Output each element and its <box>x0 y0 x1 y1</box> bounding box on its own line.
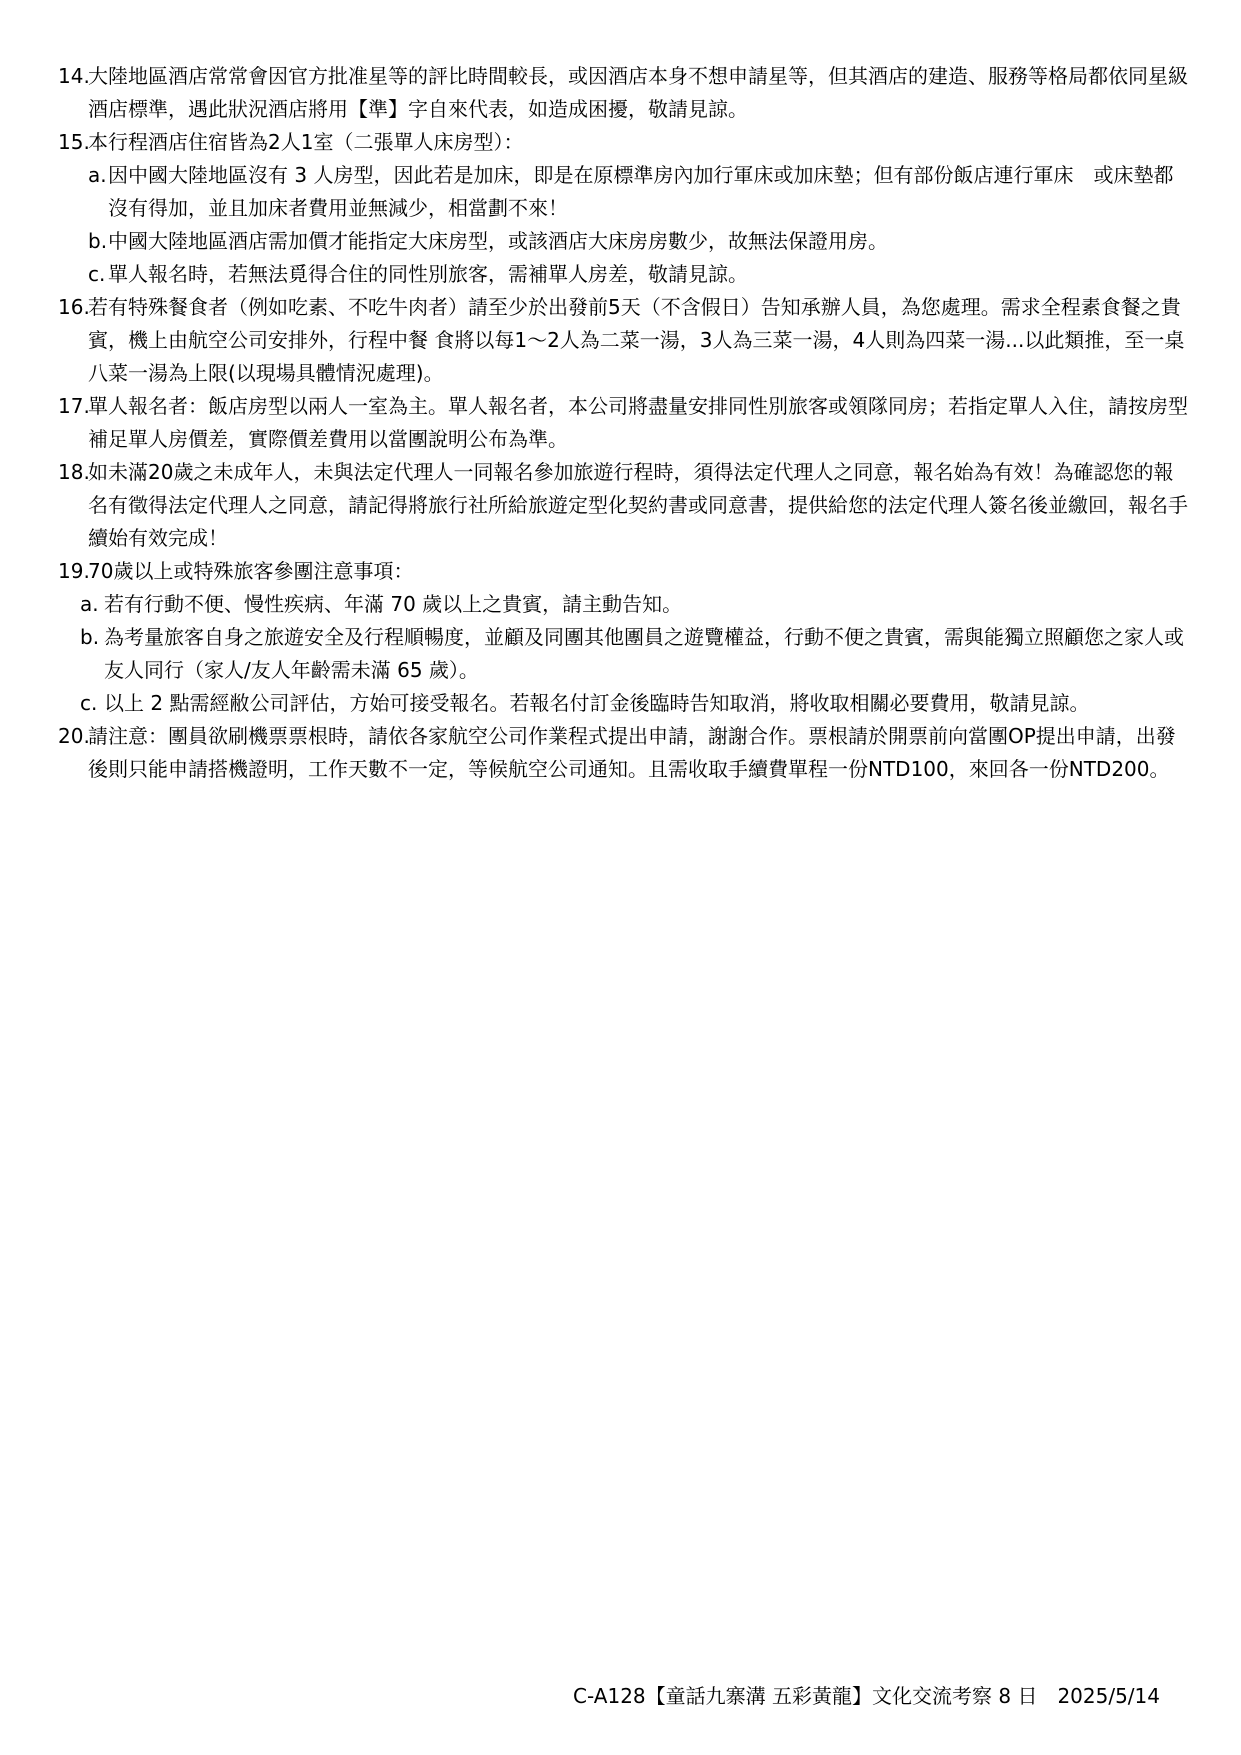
note-text: 70歲以上或特殊旅客參團注意事項： <box>88 559 414 583</box>
sub-text: 為考量旅客自身之旅遊安全及行程順暢度，並顧及同團其他團員之遊覽權益，行動不便之貴賓，需與能獨立照顧您之家人或友人同行（家人/友人年齡需未滿 65 歲）。 <box>104 625 1184 682</box>
notes-list <box>0 60 1241 786</box>
note-text: 單人報名者：飯店房型以兩人一室為主。單人報名者，本公司將盡量安排同性別旅客或領隊同房；若指定單人入住，請按房型補足單人房價差，實際價差費用以當團說明公布為準。 <box>88 394 1188 451</box>
note-number: 16. <box>58 295 90 319</box>
sub-label: b. <box>88 229 108 253</box>
sub-label: c. <box>88 262 106 286</box>
sub-item-15a <box>0 159 1188 225</box>
note-text: 本行程酒店住宿皆為2人1室（二張單人床房型）： <box>88 130 524 154</box>
note-text: 大陸地區酒店常常會因官方批准星等的評比時間較長，或因酒店本身不想申請星等，但其酒店的建造、服務等格局都依同星級酒店標準，遇此狀況酒店將用【準】字自來代表，如造成困擾，敬請見諒。 <box>88 64 1188 121</box>
sub-text: 單人報名時，若無法覓得合住的同性別旅客，需補單人房差，敬請見諒。 <box>108 262 748 286</box>
note-text: 若有特殊餐食者（例如吃素、不吃牛肉者）請至少於出發前5天（不含假日）告知承辦人員，為您處理。需求全程素食餐之貴賓，機上由航空公司安排外，行程中餐 食將以每1～2人為二菜一湯，3人為三菜一湯，4人則為四菜一湯...以此類推，至一桌八菜一湯為上限(以現場具體情況處理)。 <box>88 295 1185 385</box>
sub-label: a. <box>88 163 107 187</box>
sub-item-19b <box>0 621 1188 687</box>
note-item-14 <box>0 60 1188 126</box>
sub-text: 以上 2 點需經敝公司評估，方始可接受報名。若報名付訂金後臨時告知取消，將收取相關必要費用，敬請見諒。 <box>104 691 1090 715</box>
sub-item-15b <box>0 225 1188 258</box>
note-item-20 <box>0 720 1188 786</box>
sub-label: b. <box>80 625 100 649</box>
note-item-15 <box>0 126 1188 159</box>
sub-item-19a <box>0 588 1188 621</box>
note-item-16 <box>0 291 1188 390</box>
note-text: 請注意：團員欲刷機票票根時，請依各家航空公司作業程式提出申請，謝謝合作。票根請於開票前向當團OP提出申請，出發後則只能申請搭機證明，工作天數不一定，等候航空公司通知。且需收取手續費單程一份NTD100，來回各一份NTD200。 <box>88 724 1176 781</box>
note-number: 18. <box>58 460 90 484</box>
note-item-17 <box>0 390 1188 456</box>
note-number: 15. <box>58 130 90 154</box>
note-text: 如未滿20歲之未成年人，未與法定代理人一同報名參加旅遊行程時，須得法定代理人之同意，報名始為有效！為確認您的報名有徵得法定代理人之同意，請記得將旅行社所給旅遊定型化契約書或同意書，提供給您的法定代理人簽名後並繳回，報名手續始有效完成！ <box>88 460 1188 550</box>
sub-text: 因中國大陸地區沒有 3 人房型，因此若是加床，即是在原標準房內加行軍床或加床墊；但有部份飯店連行軍床 或床墊都沒有得加，並且加床者費用並無減少，相當劃不來！ <box>108 163 1174 220</box>
sub-item-19c <box>0 687 1188 720</box>
note-number: 20. <box>58 724 90 748</box>
sub-text: 中國大陸地區酒店需加價才能指定大床房型，或該酒店大床房房數少，故無法保證用房。 <box>108 229 888 253</box>
note-number: 19. <box>58 559 90 583</box>
sub-item-15c <box>0 258 1188 291</box>
note-item-18 <box>0 456 1188 555</box>
sub-label: a. <box>80 592 99 616</box>
note-number: 14. <box>58 64 90 88</box>
page-footer: C-A128【童話九寨溝 五彩黃龍】文化交流考察 8 日 2025/5/14 <box>573 1684 1160 1708</box>
sub-text: 若有行動不便、慢性疾病、年滿 70 歲以上之貴賓，請主動告知。 <box>104 592 683 616</box>
note-number: 17. <box>58 394 90 418</box>
note-item-19 <box>0 555 1188 588</box>
sub-label: c. <box>80 691 98 715</box>
